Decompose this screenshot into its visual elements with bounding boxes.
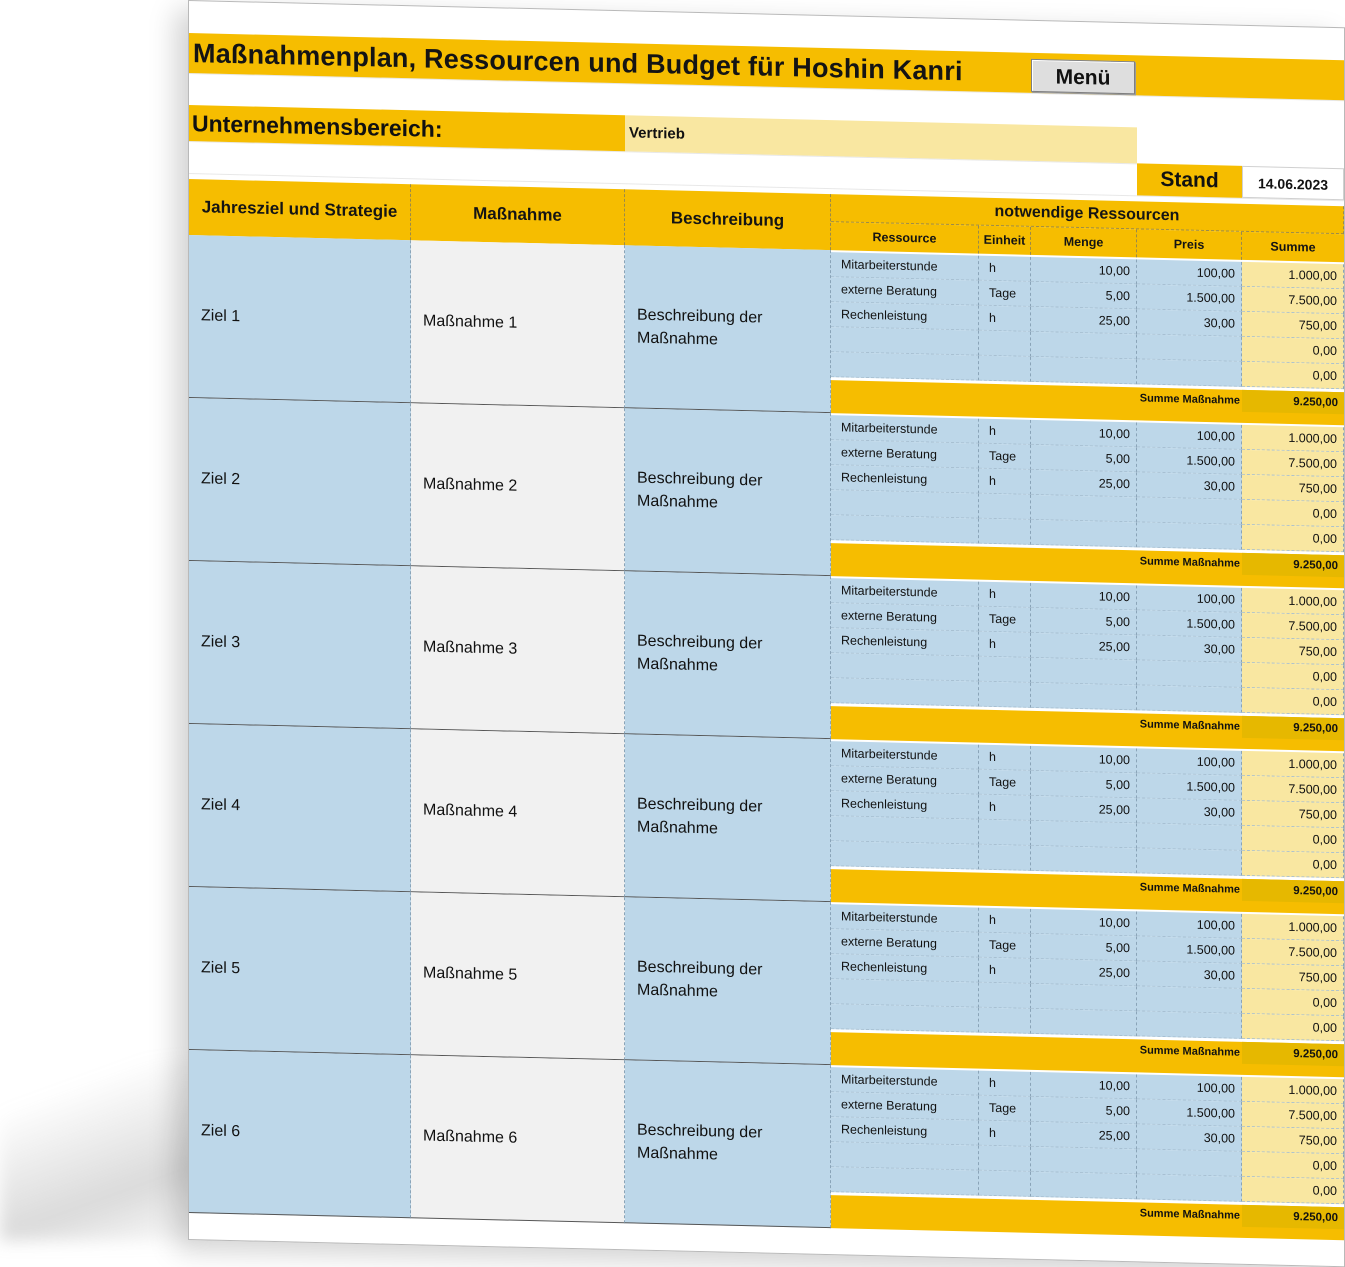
menge-cell[interactable] (1031, 683, 1137, 710)
ressource-cell[interactable] (831, 327, 979, 355)
einheit-cell[interactable] (979, 331, 1031, 357)
ressource-cell[interactable]: externe Beratung (831, 929, 979, 957)
menge-cell[interactable]: 25,00 (1031, 307, 1137, 334)
sum-total: 9.250,00 (1242, 553, 1344, 577)
menge-cell[interactable]: 25,00 (1031, 1122, 1137, 1149)
preis-cell[interactable] (1137, 660, 1242, 687)
beschreibung-cell[interactable]: Beschreibung der Maßnahme (625, 571, 831, 739)
menge-cell[interactable]: 25,00 (1031, 796, 1137, 823)
preis-cell[interactable]: 1.500,00 (1137, 284, 1242, 311)
bereich-label: Unternehmensbereich: (189, 105, 625, 151)
summe-cell: 750,00 (1242, 638, 1344, 665)
preis-cell[interactable]: 100,00 (1137, 422, 1242, 449)
massnahme-cell[interactable]: Maßnahme 5 (411, 892, 625, 1060)
summe-cell: 0,00 (1242, 337, 1344, 364)
menge-cell[interactable]: 5,00 (1031, 445, 1137, 472)
einheit-cell[interactable] (979, 820, 1031, 846)
summe-cell: 750,00 (1242, 475, 1344, 502)
ziel-cell[interactable]: Ziel 4 (189, 724, 411, 892)
menge-cell[interactable] (1031, 821, 1137, 848)
sum-label: Summe Maßnahme (1139, 718, 1240, 733)
summe-cell: 0,00 (1242, 525, 1344, 552)
summe-cell: 0,00 (1242, 826, 1344, 853)
preis-cell[interactable]: 30,00 (1137, 961, 1242, 988)
einheit-cell[interactable] (979, 494, 1031, 520)
ziel-cell[interactable]: Ziel 2 (189, 398, 411, 566)
ressource-cell[interactable] (831, 1142, 979, 1170)
ressource-cell[interactable] (831, 841, 979, 869)
summe-cell: 7.500,00 (1242, 613, 1344, 640)
header-preis: Preis (1137, 229, 1242, 259)
preis-cell[interactable]: 30,00 (1137, 1124, 1242, 1151)
einheit-cell[interactable]: Tage (979, 933, 1031, 959)
menge-cell[interactable]: 5,00 (1031, 934, 1137, 961)
beschreibung-cell[interactable]: Beschreibung der Maßnahme (625, 897, 831, 1065)
menge-cell[interactable] (1031, 357, 1137, 384)
ressource-cell[interactable]: externe Beratung (831, 440, 979, 468)
preis-cell[interactable] (1137, 823, 1242, 850)
menge-cell[interactable] (1031, 1172, 1137, 1199)
summe-cell: 0,00 (1242, 663, 1344, 690)
ressource-cell[interactable] (831, 979, 979, 1007)
einheit-cell[interactable]: h (979, 745, 1031, 771)
header-summe: Summe (1242, 232, 1344, 262)
ressource-cell[interactable]: externe Beratung (831, 277, 979, 305)
menu-button[interactable]: Menü (1031, 59, 1135, 94)
menge-cell[interactable]: 10,00 (1031, 257, 1137, 284)
einheit-cell[interactable]: h (979, 1121, 1031, 1147)
preis-cell[interactable]: 1.500,00 (1137, 447, 1242, 474)
header-massnahme: Maßnahme (411, 184, 625, 245)
preis-cell[interactable]: 1.500,00 (1137, 773, 1242, 800)
menge-cell[interactable]: 5,00 (1031, 771, 1137, 798)
summe-cell: 7.500,00 (1242, 450, 1344, 477)
preis-cell[interactable] (1137, 1174, 1242, 1201)
preis-cell[interactable] (1137, 986, 1242, 1013)
summe-cell: 1.000,00 (1242, 262, 1344, 289)
menge-cell[interactable]: 5,00 (1031, 608, 1137, 635)
massnahme-cell[interactable]: Maßnahme 2 (411, 403, 625, 571)
ressource-cell[interactable]: Rechenleistung (831, 628, 979, 656)
preis-cell[interactable]: 30,00 (1137, 798, 1242, 825)
menge-cell[interactable] (1031, 658, 1137, 685)
menge-cell[interactable] (1031, 495, 1137, 522)
menge-cell[interactable] (1031, 332, 1137, 359)
sum-total: 9.250,00 (1242, 879, 1344, 903)
sum-total: 9.250,00 (1242, 390, 1344, 414)
preis-cell[interactable] (1137, 497, 1242, 524)
sum-label: Summe Maßnahme (1139, 392, 1240, 407)
summe-cell: 7.500,00 (1242, 939, 1344, 966)
menge-cell[interactable]: 5,00 (1031, 282, 1137, 309)
menge-cell[interactable] (1031, 984, 1137, 1011)
preis-cell[interactable]: 100,00 (1137, 585, 1242, 612)
preis-cell[interactable]: 1.500,00 (1137, 610, 1242, 637)
ziel-cell[interactable]: Ziel 6 (189, 1050, 411, 1218)
ressource-cell[interactable]: externe Beratung (831, 603, 979, 631)
menge-cell[interactable]: 25,00 (1031, 633, 1137, 660)
ressource-cell[interactable] (831, 678, 979, 706)
ressource-cell[interactable]: Rechenleistung (831, 954, 979, 982)
preis-cell[interactable]: 1.500,00 (1137, 936, 1242, 963)
einheit-cell[interactable] (979, 1008, 1031, 1034)
einheit-cell[interactable] (979, 356, 1031, 382)
page-shadow (0, 1060, 200, 1241)
summe-cell: 7.500,00 (1242, 776, 1344, 803)
menge-cell[interactable]: 10,00 (1031, 583, 1137, 610)
summe-cell: 7.500,00 (1242, 287, 1344, 314)
ressource-cell[interactable] (831, 653, 979, 681)
ressource-cell[interactable]: Rechenleistung (831, 791, 979, 819)
summe-cell: 1.000,00 (1242, 588, 1344, 615)
preis-cell[interactable]: 100,00 (1137, 1074, 1242, 1101)
massnahme-cell[interactable]: Maßnahme 1 (411, 240, 625, 408)
menge-cell[interactable] (1031, 846, 1137, 873)
menge-cell[interactable]: 25,00 (1031, 470, 1137, 497)
header-ziel: Jahresziel und Strategie (189, 179, 411, 240)
ressource-cell[interactable] (831, 352, 979, 380)
preis-cell[interactable] (1137, 359, 1242, 386)
preis-cell[interactable]: 100,00 (1137, 259, 1242, 286)
preis-cell[interactable]: 30,00 (1137, 472, 1242, 499)
summe-cell: 0,00 (1242, 1152, 1344, 1179)
preis-cell[interactable]: 100,00 (1137, 911, 1242, 938)
ressource-cell[interactable] (831, 1167, 979, 1195)
beschreibung-cell[interactable]: Beschreibung der Maßnahme (625, 734, 831, 902)
ressource-cell[interactable]: Mitarbeiterstunde (831, 904, 979, 932)
summe-cell: 0,00 (1242, 1177, 1344, 1204)
sum-total: 9.250,00 (1242, 1205, 1344, 1229)
einheit-cell[interactable] (979, 682, 1031, 708)
ressource-cell[interactable]: Rechenleistung (831, 302, 979, 330)
preis-cell[interactable] (1137, 1011, 1242, 1038)
einheit-cell[interactable]: h (979, 795, 1031, 821)
einheit-cell[interactable]: Tage (979, 770, 1031, 796)
ressource-cell[interactable]: Mitarbeiterstunde (831, 415, 979, 443)
sum-total: 9.250,00 (1242, 716, 1344, 740)
menge-cell[interactable] (1031, 1147, 1137, 1174)
summe-cell: 750,00 (1242, 801, 1344, 828)
spreadsheet-page (188, 0, 1345, 1267)
sum-label: Summe Maßnahme (1139, 1207, 1240, 1222)
einheit-cell[interactable] (979, 1171, 1031, 1197)
einheit-cell[interactable] (979, 983, 1031, 1009)
einheit-cell[interactable]: h (979, 256, 1031, 282)
summe-cell: 0,00 (1242, 989, 1344, 1016)
ressource-cell[interactable]: Mitarbeiterstunde (831, 741, 979, 769)
bereich-value[interactable]: Vertrieb (625, 115, 1137, 163)
summe-cell: 7.500,00 (1242, 1102, 1344, 1129)
einheit-cell[interactable]: Tage (979, 444, 1031, 470)
menge-cell[interactable]: 10,00 (1031, 1072, 1137, 1099)
einheit-cell[interactable]: h (979, 582, 1031, 608)
einheit-cell[interactable]: h (979, 958, 1031, 984)
ressource-cell[interactable]: Mitarbeiterstunde (831, 252, 979, 280)
menge-cell[interactable]: 5,00 (1031, 1097, 1137, 1124)
sum-label: Summe Maßnahme (1139, 1044, 1240, 1059)
ziel-cell[interactable]: Ziel 5 (189, 887, 411, 1055)
preis-cell[interactable] (1137, 685, 1242, 712)
ressource-cell[interactable]: Mitarbeiterstunde (831, 1067, 979, 1095)
einheit-cell[interactable] (979, 1146, 1031, 1172)
preis-cell[interactable] (1137, 848, 1242, 875)
einheit-cell[interactable]: h (979, 1071, 1031, 1097)
einheit-cell[interactable]: h (979, 908, 1031, 934)
einheit-cell[interactable]: h (979, 419, 1031, 445)
sum-label: Summe Maßnahme (1139, 555, 1240, 570)
einheit-cell[interactable]: h (979, 306, 1031, 332)
stand-date[interactable]: 14.06.2023 (1242, 166, 1344, 200)
menge-cell[interactable]: 25,00 (1031, 959, 1137, 986)
stand-label: Stand (1137, 163, 1242, 197)
summe-cell: 1.000,00 (1242, 1077, 1344, 1104)
header-ressource: Ressource (831, 222, 979, 253)
summe-cell: 1.000,00 (1242, 914, 1344, 941)
summe-cell: 0,00 (1242, 688, 1344, 715)
ressource-cell[interactable]: Rechenleistung (831, 1117, 979, 1145)
massnahme-cell[interactable]: Maßnahme 6 (411, 1055, 625, 1223)
einheit-cell[interactable]: Tage (979, 281, 1031, 307)
summe-cell: 1.000,00 (1242, 425, 1344, 452)
sum-total: 9.250,00 (1242, 1042, 1344, 1066)
menge-cell[interactable] (1031, 1009, 1137, 1036)
menge-cell[interactable] (1031, 520, 1137, 547)
menge-cell[interactable]: 10,00 (1031, 420, 1137, 447)
header-einheit: Einheit (979, 226, 1031, 255)
ressource-cell[interactable] (831, 816, 979, 844)
einheit-cell[interactable]: Tage (979, 1096, 1031, 1122)
ziel-cell[interactable]: Ziel 1 (189, 235, 411, 403)
ressource-cell[interactable]: externe Beratung (831, 1092, 979, 1120)
preis-cell[interactable]: 30,00 (1137, 635, 1242, 662)
beschreibung-cell[interactable]: Beschreibung der Maßnahme (625, 1060, 831, 1228)
massnahme-cell[interactable]: Maßnahme 4 (411, 729, 625, 897)
ressource-cell[interactable]: externe Beratung (831, 766, 979, 794)
einheit-cell[interactable] (979, 519, 1031, 545)
einheit-cell[interactable] (979, 657, 1031, 683)
header-ressourcen: notwendige Ressourcen (831, 194, 1344, 234)
einheit-cell[interactable]: h (979, 632, 1031, 658)
summe-cell: 1.000,00 (1242, 751, 1344, 778)
menge-cell[interactable]: 10,00 (1031, 909, 1137, 936)
summe-cell: 0,00 (1242, 1014, 1344, 1041)
einheit-cell[interactable]: Tage (979, 607, 1031, 633)
ressource-cell[interactable] (831, 1004, 979, 1032)
summe-cell: 0,00 (1242, 851, 1344, 878)
preis-cell[interactable] (1137, 522, 1242, 549)
einheit-cell[interactable]: h (979, 469, 1031, 495)
header-menge: Menge (1031, 227, 1137, 257)
summe-cell: 750,00 (1242, 312, 1344, 339)
einheit-cell[interactable] (979, 845, 1031, 871)
ressource-cell[interactable]: Rechenleistung (831, 465, 979, 493)
ziel-cell[interactable]: Ziel 3 (189, 561, 411, 729)
summe-cell: 0,00 (1242, 362, 1344, 389)
beschreibung-cell[interactable]: Beschreibung der Maßnahme (625, 408, 831, 576)
summe-cell: 750,00 (1242, 964, 1344, 991)
preis-cell[interactable] (1137, 334, 1242, 361)
preis-cell[interactable]: 100,00 (1137, 748, 1242, 775)
header-beschreibung: Beschreibung (625, 189, 831, 250)
ressource-cell[interactable] (831, 490, 979, 518)
beschreibung-cell[interactable]: Beschreibung der Maßnahme (625, 245, 831, 413)
preis-cell[interactable]: 30,00 (1137, 309, 1242, 336)
ressource-cell[interactable]: Mitarbeiterstunde (831, 578, 979, 606)
sum-label: Summe Maßnahme (1139, 881, 1240, 896)
preis-cell[interactable] (1137, 1149, 1242, 1176)
preis-cell[interactable]: 1.500,00 (1137, 1099, 1242, 1126)
page-title: Maßnahmenplan, Ressourcen und Budget für Hoshin Kanri (189, 33, 1344, 100)
summe-cell: 0,00 (1242, 500, 1344, 527)
menge-cell[interactable]: 10,00 (1031, 746, 1137, 773)
summe-cell: 750,00 (1242, 1127, 1344, 1154)
massnahme-cell[interactable]: Maßnahme 3 (411, 566, 625, 734)
ressource-cell[interactable] (831, 515, 979, 543)
